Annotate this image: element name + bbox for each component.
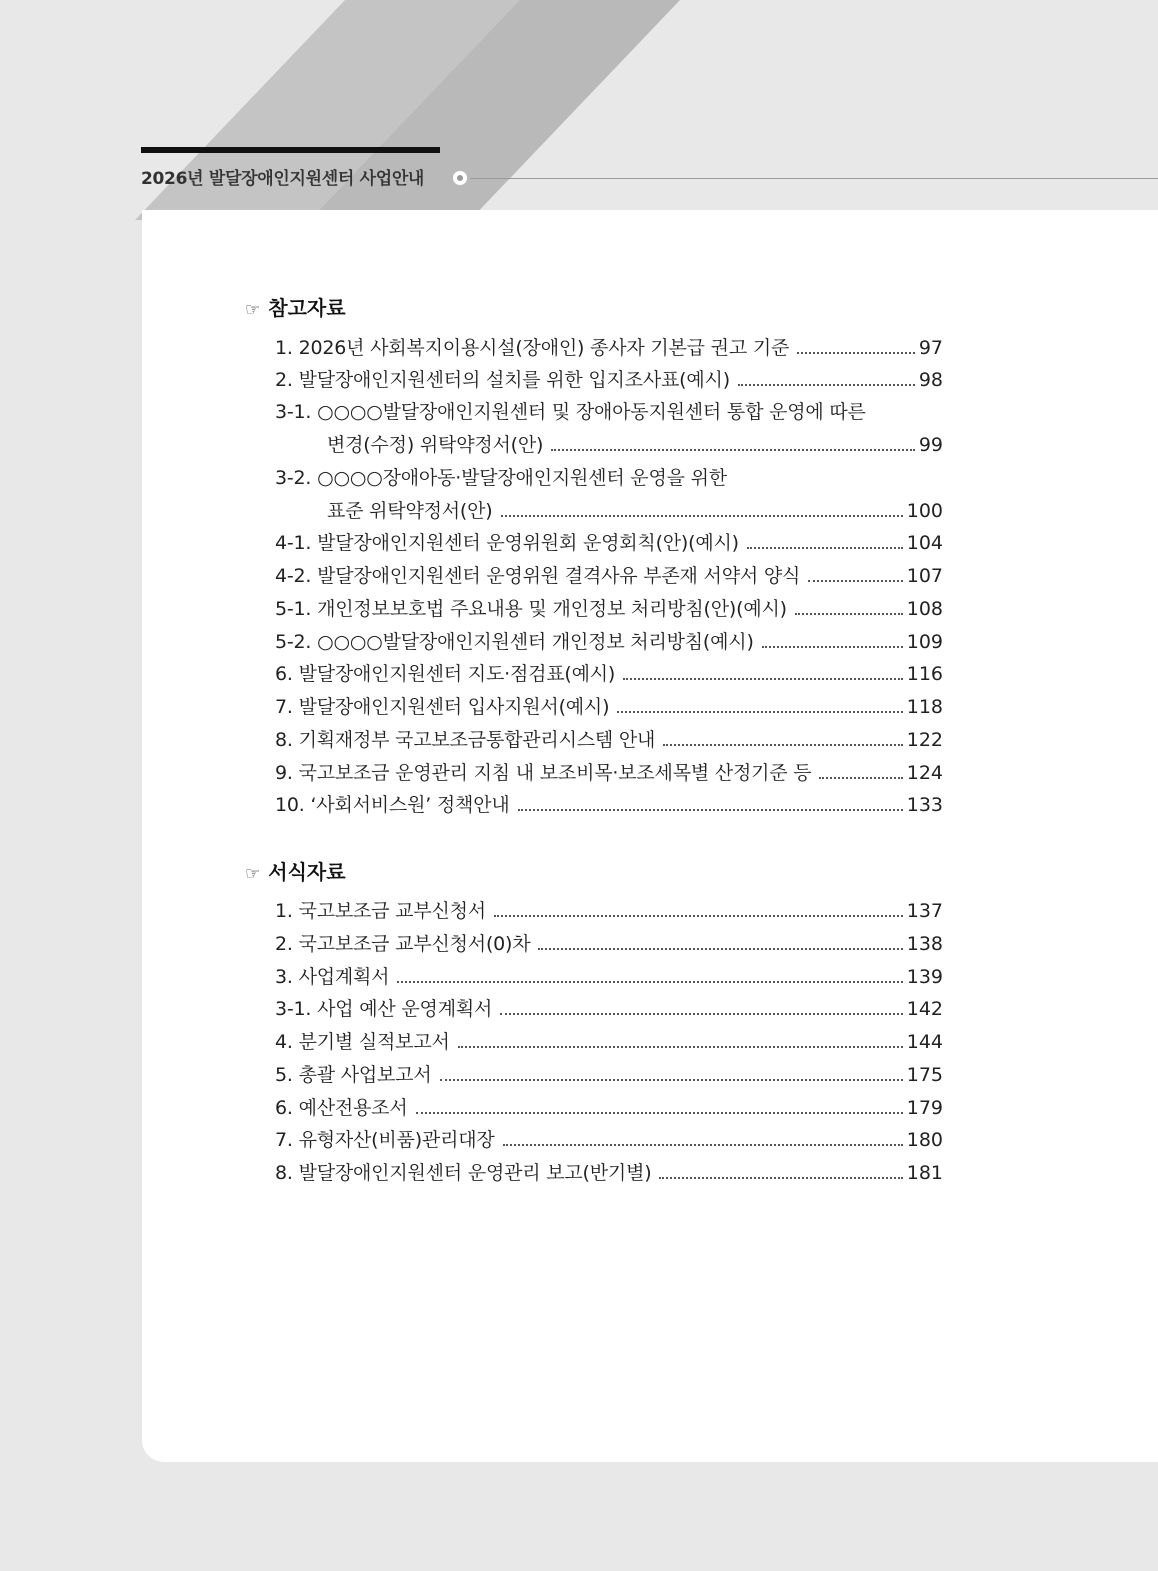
toc-entry-page: 124 (906, 762, 943, 784)
leader-dots (663, 744, 903, 746)
toc-entry[interactable] (275, 1096, 943, 1120)
toc-entry-label: 8. 기획재정부 국고보조금통합관리시스템 안내 (275, 729, 656, 751)
toc-entry-label: 10. ‘사회서비스원’ 정책안내 (275, 794, 510, 816)
toc-entry-label: 6. 발달장애인지원센터 지도·점검표(예시) (275, 663, 616, 685)
leader-dots (617, 711, 902, 713)
toc-entry-page: 179 (906, 1097, 943, 1119)
toc-entry-label: 변경(수정) 위탁약정서(안) (327, 434, 544, 456)
toc-entry-label: 4-1. 발달장애인지원센터 운영위원회 운영회칙(안)(예시) (275, 532, 739, 554)
toc-entry-page: 138 (906, 933, 943, 955)
toc-entry-page: 100 (906, 500, 943, 522)
toc-entry-label: 5-2. ○○○○발달장애인지원센터 개인정보 처리방침(예시) (275, 631, 754, 653)
toc-entry-page: 118 (906, 696, 943, 718)
section-heading-label: 서식자료 (268, 860, 346, 884)
leader-dots (500, 1013, 903, 1015)
toc-entry[interactable] (275, 597, 943, 621)
toc-entry-label: 2. 발달장애인지원센터의 설치를 위한 입지조사표(예시) (275, 369, 730, 391)
leader-dots (503, 1144, 903, 1146)
toc-entry[interactable] (275, 1063, 943, 1087)
leader-dots (659, 1177, 902, 1179)
toc-entry[interactable] (275, 965, 943, 989)
toc-entry-label: 1. 국고보조금 교부신청서 (275, 900, 486, 922)
pointing-hand-icon: ☞ (245, 300, 261, 320)
toc-entry-page: 107 (906, 565, 943, 587)
toc-entry-label: 5. 총괄 사업보고서 (275, 1064, 432, 1086)
toc-entry[interactable] (275, 728, 943, 752)
toc-entry-page: 181 (906, 1162, 943, 1184)
leader-dots (762, 646, 903, 648)
toc-entry[interactable] (275, 630, 943, 654)
toc-entry[interactable] (275, 531, 943, 555)
toc-entry-label: 3. 사업계획서 (275, 966, 390, 988)
toc-entry-continuation[interactable] (327, 499, 943, 523)
toc-entry-page: 139 (906, 966, 943, 988)
leader-dots (747, 547, 903, 549)
leader-dots (518, 809, 903, 811)
toc-entry-page: 180 (906, 1129, 943, 1151)
toc-entry-page: 109 (906, 631, 943, 653)
toc-entry-label: 7. 유형자산(비품)관리대장 (275, 1129, 495, 1151)
leader-dots (501, 515, 903, 517)
toc-entry-label: 5-1. 개인정보보호법 주요내용 및 개인정보 처리방침(안)(예시) (275, 598, 787, 620)
leader-dots (551, 449, 915, 451)
toc-entry-label: 7. 발달장애인지원센터 입사지원서(예시) (275, 696, 610, 718)
toc-entry[interactable] (275, 695, 943, 719)
leader-dots (797, 352, 915, 354)
toc-entry-page: 144 (906, 1031, 943, 1053)
leader-dots (795, 613, 903, 615)
toc-entry[interactable] (275, 997, 943, 1021)
toc-entry-page: 142 (906, 998, 943, 1020)
toc-entry-page: 104 (906, 532, 943, 554)
toc-entry-continuation[interactable] (327, 433, 943, 457)
toc-entry[interactable] (275, 662, 943, 686)
leader-dots (416, 1112, 903, 1114)
toc-entry[interactable] (275, 1161, 943, 1185)
toc-entry[interactable] (275, 368, 943, 392)
section-heading-label: 참고자료 (268, 296, 346, 320)
toc-entry-page: 108 (906, 598, 943, 620)
section-heading-forms (245, 859, 346, 887)
toc-entry-label: 2. 국고보조금 교부신청서(0)차 (275, 933, 531, 955)
toc-entry[interactable] (275, 932, 943, 956)
toc-entry[interactable] (275, 761, 943, 785)
toc-entry-page: 137 (906, 900, 943, 922)
toc-entry-page: 122 (906, 729, 943, 751)
toc-entry-label: 3-1. ○○○○발달장애인지원센터 및 장애아동지원센터 통합 운영에 따른 (275, 401, 866, 423)
toc-entry[interactable] (275, 1128, 943, 1152)
toc-entry-label: 표준 위탁약정서(안) (327, 500, 493, 522)
toc-entry[interactable] (275, 400, 943, 424)
leader-dots (819, 777, 902, 779)
toc-entry-page: 116 (906, 663, 943, 685)
toc-entry-label: 3-1. 사업 예산 운영계획서 (275, 998, 493, 1020)
toc-entry[interactable] (275, 336, 943, 360)
toc-entry-label: 8. 발달장애인지원센터 운영관리 보고(반기별) (275, 1162, 652, 1184)
pointing-hand-icon: ☞ (245, 864, 261, 884)
toc-entry-page: 175 (906, 1064, 943, 1086)
toc-entry-page: 98 (918, 369, 943, 391)
leader-dots (458, 1046, 903, 1048)
toc-entry[interactable] (275, 564, 943, 588)
toc-entry-label: 1. 2026년 사회복지이용시설(장애인) 종사자 기본급 권고 기준 (275, 337, 790, 359)
toc-entry-page: 133 (906, 794, 943, 816)
leader-dots (538, 948, 902, 950)
toc-entry-label: 4-2. 발달장애인지원센터 운영위원 결격사유 부존재 서약서 양식 (275, 565, 801, 587)
leader-dots (808, 580, 903, 582)
content-panel (142, 210, 1158, 1462)
leader-dots (397, 981, 902, 983)
toc-entry-page: 97 (918, 337, 943, 359)
section-heading-references (245, 295, 346, 323)
leader-dots (494, 915, 903, 917)
header-bullet-icon (452, 170, 468, 186)
running-header-title: 2026년 발달장애인지원센터 사업안내 (141, 169, 425, 189)
header-accent-bar (141, 147, 440, 153)
toc-entry[interactable] (275, 466, 943, 490)
toc-entry-page: 99 (918, 434, 943, 456)
toc-entry-label: 9. 국고보조금 운영관리 지침 내 보조비목·보조세목별 산정기준 등 (275, 762, 812, 784)
toc-entry-label: 4. 분기별 실적보고서 (275, 1031, 450, 1053)
leader-dots (738, 384, 915, 386)
toc-entry-label: 6. 예산전용조서 (275, 1097, 408, 1119)
toc-entry[interactable] (275, 899, 943, 923)
leader-dots (623, 678, 903, 680)
leader-dots (440, 1079, 903, 1081)
toc-entry[interactable] (275, 793, 943, 817)
toc-entry[interactable] (275, 1030, 943, 1054)
toc-entry-label: 3-2. ○○○○장애아동·발달장애인지원센터 운영을 위한 (275, 467, 727, 489)
header-rule (470, 178, 1158, 179)
